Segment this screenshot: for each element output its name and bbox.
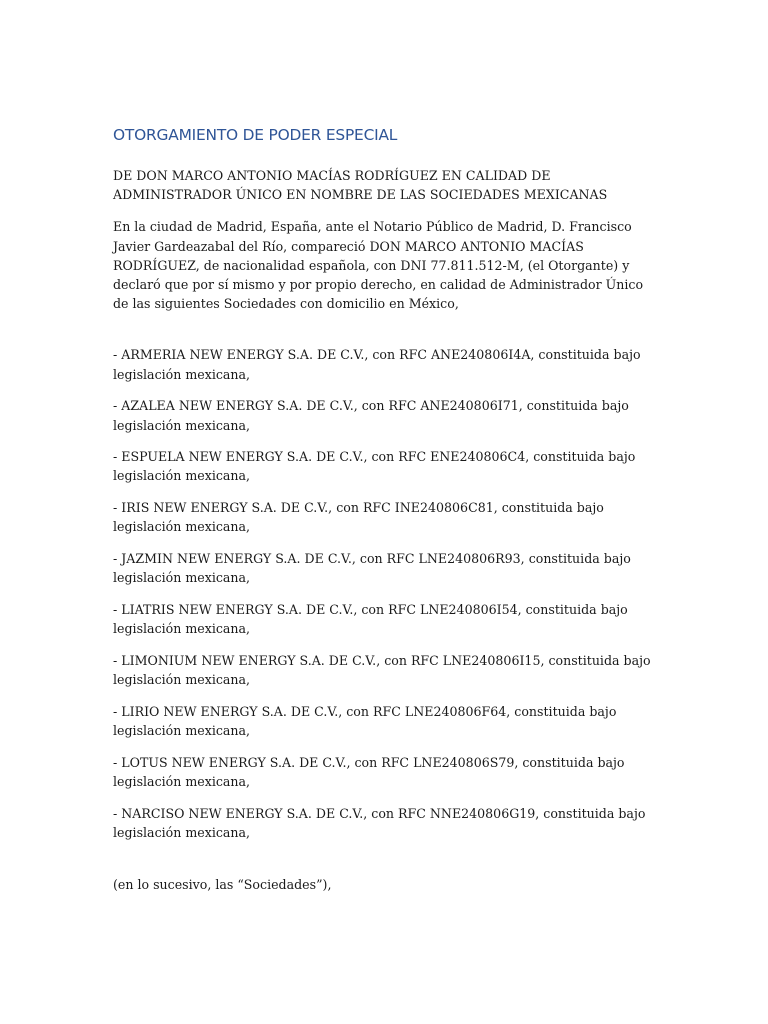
list-item: - ARMERIA NEW ENERGY S.A. DE C.V., con RFC ANE240806I4A, constituida bajo legislación mexicana, (113, 347, 641, 382)
list-item: - LIMONIUM NEW ENERGY S.A. DE C.V., con RFC LNE240806I15, constituida bajo legislación mexicana, (113, 652, 651, 688)
intro-paragraph: En la ciudad de Madrid, España, ante el Notario Público de Madrid, D. Francisco Javier Gardeazabal del Río, compareció DON MARCO ANTONIO MACÍAS RODRÍGUEZ, de nacionalidad española, con DNI 77.811.512-M, (el Otorgante) y declaró que por sí mismo y por propio derecho, en calidad de Administrador Único de las siguientes Sociedades con domicilio en México, (113, 219, 644, 312)
list-item: - NARCISO NEW ENERGY S.A. DE C.V., con RFC NNE240806G19, constituida bajo legislación mexicana, (113, 805, 646, 840)
company-list (113, 345, 658, 842)
closing-paragraph: (en lo sucesivo, las “Sociedades”), (113, 876, 332, 892)
document-page (113, 124, 658, 894)
list-item: - AZALEA NEW ENERGY S.A. DE C.V., con RFC ANE240806I71, constituida bajo legislación mexicana, (113, 398, 629, 433)
document-subtitle: DE DON MARCO ANTONIO MACÍAS RODRÍGUEZ EN CALIDAD DE ADMINISTRADOR ÚNICO EN NOMBRE DE LAS SOCIEDADES MEXICANAS (113, 168, 608, 203)
list-item: - LOTUS NEW ENERGY S.A. DE C.V., con RFC LNE240806S79, constituida bajo legislación mexicana, (113, 754, 625, 789)
list-item: - LIRIO NEW ENERGY S.A. DE C.V., con RFC LNE240806F64, constituida bajo legislación mexicana, (113, 703, 617, 738)
list-item: - IRIS NEW ENERGY S.A. DE C.V., con RFC INE240806C81, constituida bajo legislación mexicana, (113, 500, 604, 535)
list-item: - JAZMIN NEW ENERGY S.A. DE C.V., con RFC LNE240806R93, constituida bajo legislación mexicana, (113, 551, 631, 586)
list-item: - LIATRIS NEW ENERGY S.A. DE C.V., con RFC LNE240806I54, constituida bajo legislación mexicana, (113, 601, 628, 637)
list-item: - ESPUELA NEW ENERGY S.A. DE C.V., con RFC ENE240806C4, constituida bajo legislación mexicana, (113, 449, 636, 484)
document-title: OTORGAMIENTO DE PODER ESPECIAL (113, 126, 398, 144)
